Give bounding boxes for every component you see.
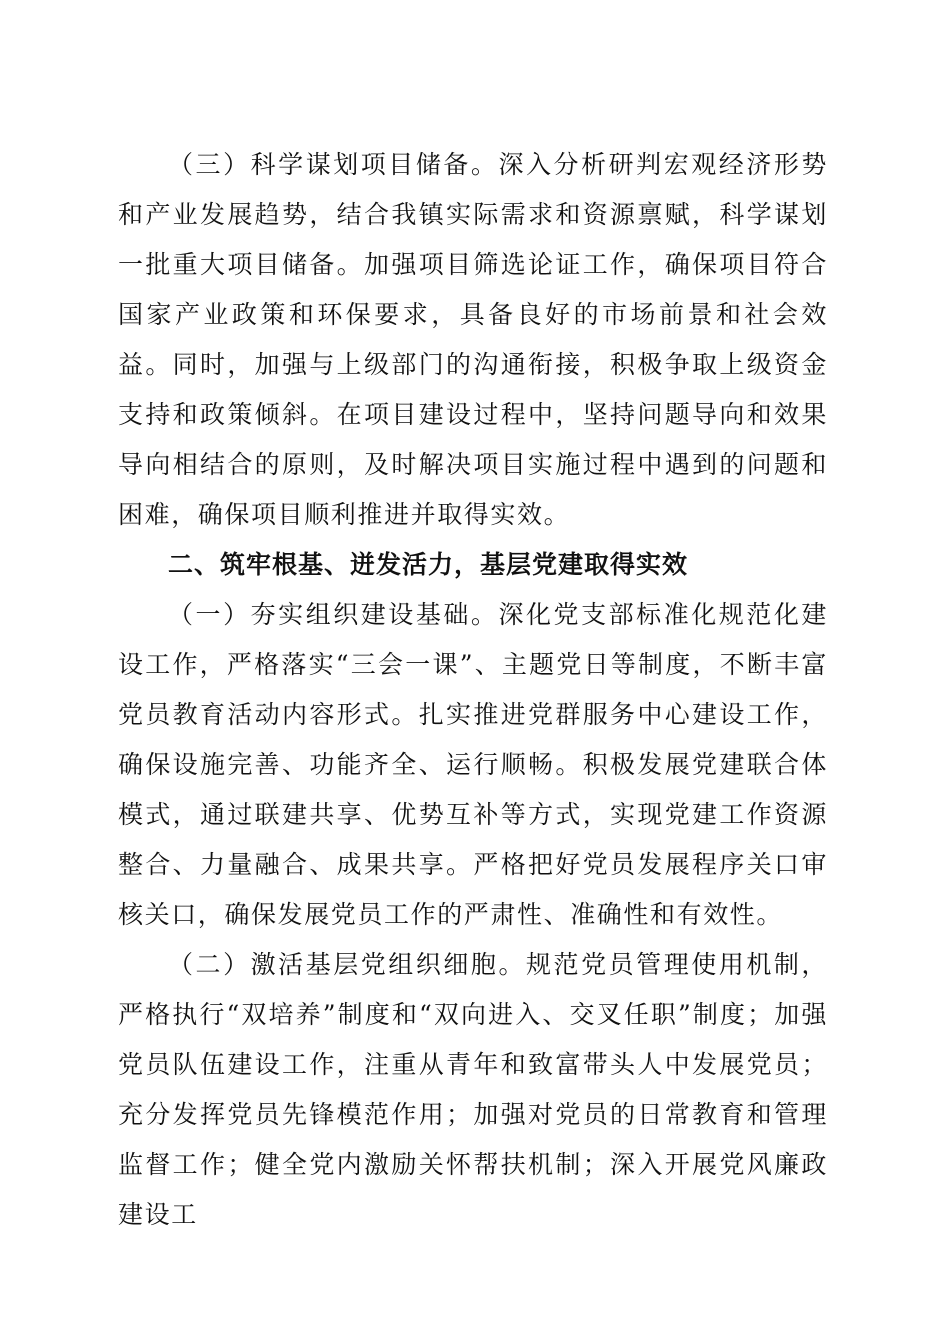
section-two-heading: 二、筑牢根基、迸发活力，基层党建取得实效 <box>168 550 689 579</box>
section-three-paragraph: （三）科学谋划项目储备。深入分析研判宏观经济形势和产业发展趋势，结合我镇实际需求和资源禀赋，科学谋划一批重大项目储备。加强项目筛选论证工作，确保项目符合国家产业政策和环保要求，具备良好的市场前景和社会效益。同时，加强与上级部门的沟通衔接，积极争取上级资金支持和政策倾斜。在项目建设过程中，坚持问题导向和效果导向相结合的原则，及时解决项目实施过程中遇到的问题和困难，确保项目顺利推进并取得实效。 <box>118 150 828 529</box>
subsection-two-paragraph: （二）激活基层党组织细胞。规范党员管理使用机制，严格执行“双培养”制度和“双向进入、交叉任职”制度；加强党员队伍建设工作，注重从青年和致富带头人中发展党员；充分发挥党员先锋模范作用；加强对党员的日常教育和管理监督工作；健全党内激励关怀帮扶机制；深入开展党风廉政建设工 <box>118 950 828 1229</box>
document-body <box>118 140 828 1240</box>
subsection-one-paragraph: （一）夯实组织建设基础。深化党支部标准化规范化建设工作，严格落实“三会一课”、主题党日等制度，不断丰富党员教育活动内容形式。扎实推进党群服务中心建设工作，确保设施完善、功能齐全、运行顺畅。积极发展党建联合体模式，通过联建共享、优势互补等方式，实现党建工作资源整合、力量融合、成果共享。严格把好党员发展程序关口审核关口，确保发展党员工作的严肃性、准确性和有效性。 <box>118 600 828 929</box>
